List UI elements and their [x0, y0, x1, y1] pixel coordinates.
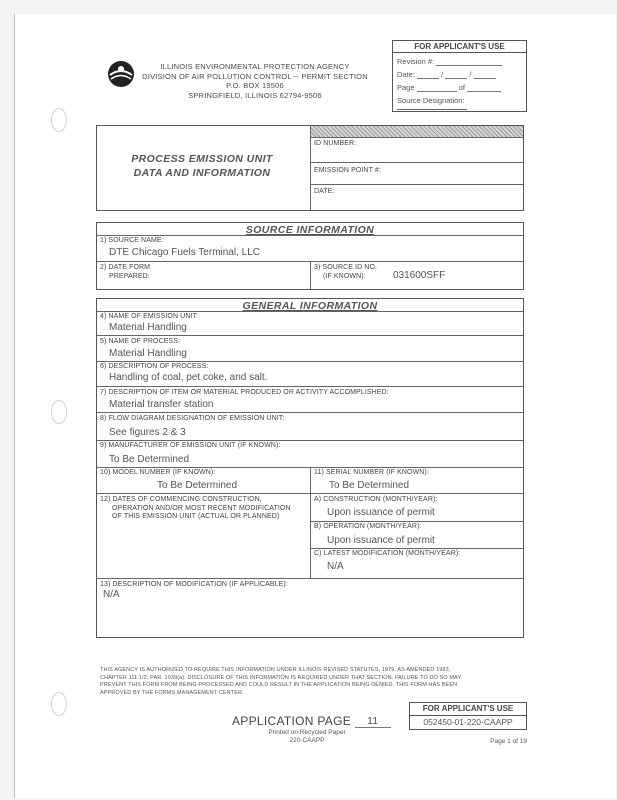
- page-input[interactable]: [417, 91, 457, 92]
- manufacturer-label: 9) MANUFACTURER OF EMISSION UNIT (IF KNOWN):: [100, 442, 281, 449]
- agency-po-box: P.O. BOX 19506: [226, 81, 284, 90]
- revision-input[interactable]: [436, 65, 502, 66]
- process-description-label: 6) DESCRIPTION OF PROCESS:: [100, 363, 209, 370]
- disclaimer-line3: PREVENT THIS FORM FROM BEING PROCESSED AND COULD RESULT IN THE APPLICATION BEING DENIED. THIS FORM HAS BEEN: [100, 682, 458, 688]
- serial-number-label: 11) SERIAL NUMBER (IF KNOWN):: [314, 469, 429, 476]
- date-prepared-label: [100, 264, 150, 281]
- application-page-number[interactable]: 11: [355, 716, 391, 728]
- source-id-value[interactable]: 031600SFF: [393, 270, 446, 281]
- agency-address: [135, 62, 375, 100]
- material-produced-value[interactable]: Material transfer station: [109, 399, 214, 410]
- punch-hole: [51, 400, 67, 424]
- source-id-label-1: 3) SOURCE ID NO.: [314, 264, 378, 271]
- applicant-use-box: [392, 40, 527, 112]
- agency-name: ILLINOIS ENVIRONMENTAL PROTECTION AGENCY: [160, 62, 350, 71]
- process-name-value[interactable]: Material Handling: [109, 348, 187, 359]
- source-designation-input[interactable]: [397, 109, 467, 110]
- disclaimer-line4: APPROVED BY THE FORMS MANAGEMENT CENTER.: [100, 689, 244, 696]
- source-name-label: 1) SOURCE NAME:: [100, 237, 164, 244]
- title-section: [96, 125, 524, 211]
- application-page: [232, 714, 391, 728]
- source-designation-label: Source Designation:: [397, 96, 465, 105]
- date-prepared-label-1: 2) DATE FORM: [100, 264, 151, 271]
- latest-modification-label: C) LATEST MODIFICATION (MONTH/YEAR):: [314, 550, 461, 557]
- operation-date-value[interactable]: Upon issuance of permit: [327, 535, 435, 546]
- commencing-dates-label: [100, 496, 291, 522]
- page-field: [397, 83, 501, 92]
- model-number-value[interactable]: To Be Determined: [157, 480, 238, 491]
- form-title-line2: DATA AND INFORMATION: [133, 167, 271, 179]
- operation-date-label: B) OPERATION (MONTH/YEAR):: [314, 523, 422, 530]
- page-label: Page: [397, 83, 415, 92]
- agency-city: SPRINGFIELD, ILLINOIS 62794-9506: [188, 90, 322, 100]
- modification-description-value[interactable]: N/A: [103, 589, 120, 600]
- disclaimer: [100, 667, 522, 697]
- serial-number-value[interactable]: To Be Determined: [329, 480, 410, 491]
- source-name-value[interactable]: DTE Chicago Fuels Terminal, LLC: [109, 247, 260, 258]
- date-year-input[interactable]: [474, 78, 496, 79]
- agency-division: DIVISION OF AIR POLLUTION CONTROL -- PERMIT SECTION: [142, 71, 368, 81]
- page-total-input[interactable]: [467, 91, 501, 92]
- commencing-dates-label-1: 12) DATES OF COMMENCING CONSTRUCTION,: [100, 496, 262, 503]
- commencing-dates-label-3: OF THIS EMISSION UNIT (ACTUAL OR PLANNED): [112, 513, 280, 520]
- agency-date-label: DATE:: [314, 188, 335, 195]
- agency-use-shaded-bar: [311, 126, 523, 137]
- model-number-label: 10) MODEL NUMBER (IF KNOWN):: [100, 469, 216, 476]
- modification-description-label: 13) DESCRIPTION OF MODIFICATION (IF APPLICABLE):: [100, 581, 288, 588]
- revision-label: Revision #:: [397, 57, 435, 66]
- applicant-use-bottom-header: FOR APPLICANT'S USE: [410, 703, 526, 716]
- applicant-use-bottom-box: [409, 702, 527, 730]
- form-title-line1: PROCESS EMISSION UNIT: [131, 153, 273, 165]
- date-prepared-label-2: PREPARED:: [109, 272, 150, 280]
- source-information-heading: SOURCE INFORMATION: [245, 224, 375, 236]
- construction-date-label: A) CONSTRUCTION (MONTH/YEAR):: [314, 496, 438, 503]
- agency-logo-icon: [107, 60, 135, 88]
- flow-diagram-value[interactable]: See figures 2 & 3: [109, 427, 186, 438]
- printed-on-recycled: Printed on Recycled Paper: [268, 729, 346, 736]
- source-designation-field: [397, 96, 465, 105]
- disclaimer-line1: THIS AGENCY IS AUTHORIZED TO REQUIRE THIS INFORMATION UNDER ILLINOIS REVISED STATUTES, 1979, AS AMENDED 1983,: [100, 667, 451, 673]
- process-name-label: 5) NAME OF PROCESS:: [100, 338, 181, 345]
- punch-hole: [51, 692, 67, 716]
- date-label: Date:: [397, 70, 415, 79]
- revision-field: [397, 57, 502, 66]
- process-description-value[interactable]: Handling of coal, pet coke, and salt.: [109, 372, 268, 383]
- general-information-heading: GENERAL INFORMATION: [242, 300, 378, 312]
- applicant-use-bottom-value[interactable]: 052450-01-220-CAAPP: [423, 717, 513, 727]
- of-label: of: [458, 83, 465, 92]
- disclaimer-line2: CHAPTER 111 1/2, PAR. 1039(a). DISCLOSURE OF THIS INFORMATION IS REQUIRED UNDER THAT SECTION. FAILURE TO DO SO MAY: [100, 674, 462, 681]
- print-notes: [232, 729, 382, 745]
- form-title: [127, 152, 277, 180]
- emission-unit-name-value[interactable]: Material Handling: [109, 322, 187, 333]
- construction-date-value[interactable]: Upon issuance of permit: [327, 507, 435, 518]
- date-day-input[interactable]: [445, 78, 467, 79]
- date-month-input[interactable]: [417, 78, 439, 79]
- general-information-section: [96, 298, 524, 638]
- source-information-section: [96, 222, 524, 290]
- manufacturer-value[interactable]: To Be Determined: [109, 454, 190, 465]
- date-field: Date: / /: [397, 70, 496, 79]
- material-produced-label: 7) DESCRIPTION OF ITEM OR MATERIAL PRODUCED OR ACTIVITY ACCOMPLISHED:: [100, 389, 389, 396]
- commencing-dates-label-2: OPERATION AND/OR MOST RECENT MODIFICATION: [112, 504, 291, 512]
- source-id-label-2: (IF KNOWN):: [323, 272, 366, 280]
- latest-modification-value[interactable]: N/A: [327, 561, 344, 572]
- flow-diagram-label: 8) FLOW DIAGRAM DESIGNATION OF EMISSION UNIT:: [100, 415, 285, 422]
- emission-point-label: EMISSION POINT #:: [314, 167, 381, 174]
- source-id-label: [314, 264, 377, 281]
- id-number-label: ID NUMBER:: [314, 140, 357, 147]
- form-code: 220-CAAPP: [289, 737, 325, 744]
- applicant-use-header: FOR APPLICANT'S USE: [393, 41, 526, 53]
- emission-unit-name-label: 4) NAME OF EMISSION UNIT:: [100, 313, 199, 320]
- punch-hole: [51, 108, 67, 132]
- application-page-label: APPLICATION PAGE: [232, 714, 352, 728]
- page-of-total: Page 1 of 19: [490, 738, 527, 745]
